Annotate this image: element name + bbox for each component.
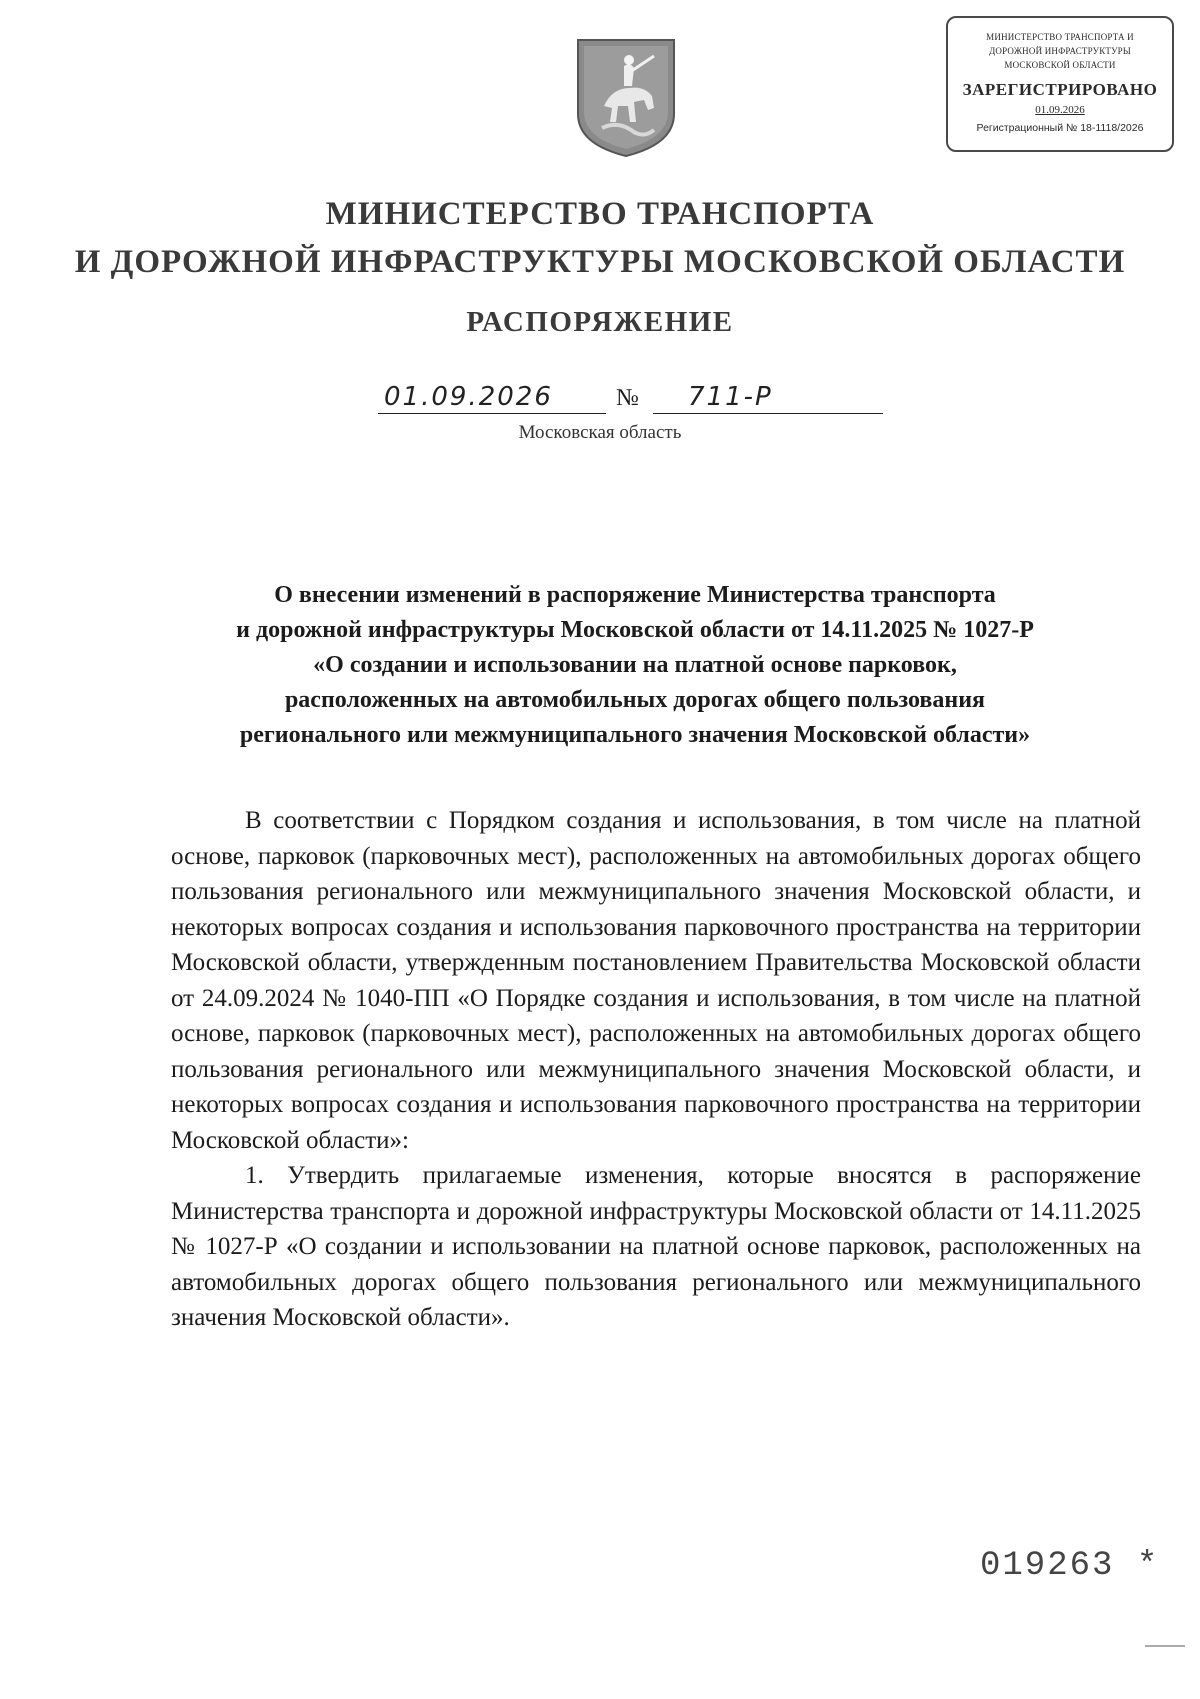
document-title — [160, 578, 1110, 753]
stamp-org-line: МИНИСТЕРСТВО ТРАНСПОРТА И — [986, 32, 1134, 42]
title-line: О внесении изменений в распоряжение Министерства транспорта — [274, 582, 996, 608]
serial-number: 019263 * — [980, 1547, 1160, 1585]
title-line: расположенных на автомобильных дорогах общего пользования — [284, 687, 986, 713]
coat-of-arms-emblem — [574, 36, 678, 158]
handwritten-number: 711-Р — [688, 382, 773, 412]
ministry-line-1: МИНИСТЕРСТВО ТРАНСПОРТА — [325, 196, 875, 232]
page-mark — [1145, 1645, 1185, 1647]
stamp-registration-number: Регистрационный № 18-1118/2026 — [976, 122, 1144, 134]
document-type: РАСПОРЯЖЕНИЕ — [466, 306, 734, 338]
handwritten-date: 01.09.2026 — [384, 382, 553, 412]
stamp-date: 01.09.2026 — [1035, 104, 1085, 116]
body-paragraph-preamble: В соответствии с Порядком создания и использования, в том числе на платной основе, парковок (парковочных мест), расположенных на автомобильных дорогах общего пользования регионального или межмуниципального значения Московской области, и некоторых вопросах создания и использования парковочного пространства на территории Московской области, утвержденным постановлением Правительства Московской области от 24.09.2024 № 1040-ПП «О Порядке создания и использования, в том числе на платной основе, парковок (парковочных мест), расположенных на автомобильных дорогах общего пользования регионального или межмуниципального значения Московской области, и некоторых вопросах создания и использования парковочного пространства на территории Московской области»: — [171, 807, 1141, 1154]
number-sign: № — [616, 385, 639, 411]
stamp-org-line: ДОРОЖНОЙ ИНФРАСТРУКТУРЫ — [989, 46, 1131, 56]
ministry-heading — [0, 190, 1200, 286]
title-line: и дорожной инфраструктуры Московской области от 14.11.2025 № 1027-Р — [236, 617, 1034, 643]
stamp-organization — [948, 30, 1172, 72]
document-body — [171, 803, 1141, 1336]
title-line: регионального или межмуниципального значения Московской области» — [239, 722, 1031, 748]
registration-stamp — [946, 16, 1174, 152]
stamp-status: ЗАРЕГИСТРИРОВАНО — [962, 80, 1158, 99]
stamp-org-line: МОСКОВСКОЙ ОБЛАСТИ — [1004, 60, 1116, 70]
date-underline — [378, 413, 606, 414]
ministry-line-2: И ДОРОЖНОЙ ИНФРАСТРУКТУРЫ МОСКОВСКОЙ ОБЛАСТИ — [74, 244, 1126, 280]
body-paragraph-item-1: 1. Утвердить прилагаемые изменения, которые вносятся в распоряжение Министерства транспорта и дорожной инфраструктуры Московской области от 14.11.2025 № 1027-Р «О создании и использовании на платной основе парковок, расположенных на автомобильных дорогах общего пользования регионального или межмуниципального значения Московской области». — [171, 1162, 1141, 1331]
date-number-line — [378, 378, 883, 418]
place-of-issue: Московская область — [518, 422, 682, 443]
title-line: «О создании и использовании на платной основе парковок, — [313, 652, 957, 678]
number-underline — [653, 413, 883, 414]
